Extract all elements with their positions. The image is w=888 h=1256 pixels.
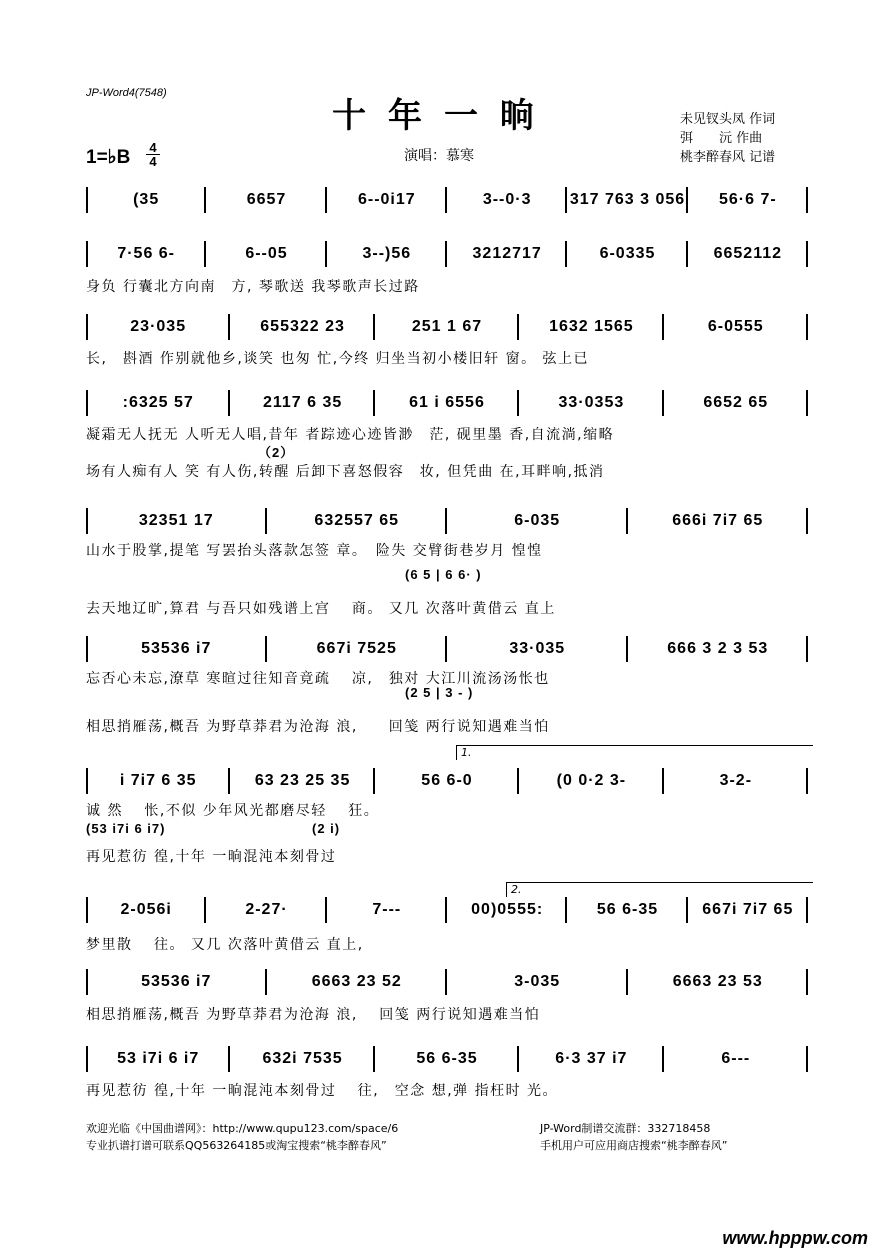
measure: 2-056i (120, 901, 172, 918)
bar-line (565, 897, 567, 923)
bar-line (445, 241, 447, 267)
score-row (86, 310, 808, 344)
measure: 666 3 2 3 53 (667, 640, 769, 657)
bar-line (565, 187, 567, 213)
bar-line (265, 636, 267, 662)
bar-line (373, 390, 375, 416)
measure: 56 6-35 (416, 1050, 478, 1067)
volta-2: 2. (506, 882, 813, 897)
bar-line (806, 897, 808, 923)
credit-transcriber: 桃李醉春风 记谱 (680, 150, 776, 165)
measure: 2117 6 35 (262, 394, 343, 411)
footer-site-line: 欢迎光临《中国曲谱网》：http://www.qupu123.com/space/6 (86, 1122, 399, 1135)
volta-1: 1. (456, 745, 813, 760)
footer-mobile-line: 手机用户可应用商店搜索“桃李醉春风” (540, 1139, 728, 1152)
measure: 6-035 (514, 512, 561, 529)
song-title: 十年一晌 (332, 96, 556, 136)
bar-line (662, 390, 664, 416)
bar-line (626, 636, 628, 662)
credit-composer: 弭 沅 作曲 (680, 131, 763, 146)
bar-line (373, 314, 375, 340)
bar-line (325, 897, 327, 923)
measure: 1632 1565 (549, 318, 634, 335)
time-signature (146, 141, 160, 168)
measure: 2-27· (245, 901, 288, 918)
footer-left (86, 1120, 398, 1154)
bar-line (325, 241, 327, 267)
bar-line (445, 897, 447, 923)
alt-note-5: (2 i) (312, 821, 341, 836)
measure: (0 0·2 3- (556, 772, 627, 789)
lyric-line: 身负 行囊北方向南 方, 琴歌送 我琴歌声长过路 (86, 279, 420, 295)
measure: 3--0·3 (482, 191, 532, 208)
measure: 3--)56 (362, 245, 412, 262)
measure: 56·6 7- (718, 191, 777, 208)
lyric-line: 长, 斟酒 作别就他乡,谈笑 也匆 忙,今终 归坐当初小楼旧轩 窗。 弦上已 (86, 351, 590, 367)
bar-line (686, 897, 688, 923)
measure: 632i 7535 (262, 1050, 343, 1067)
bar-line (517, 1046, 519, 1072)
bar-line (806, 636, 808, 662)
bar-line (686, 241, 688, 267)
bar-line (204, 897, 206, 923)
measure: 6·3 37 i7 (555, 1050, 628, 1067)
bar-line (445, 187, 447, 213)
score-row (86, 764, 808, 798)
bar-line (265, 508, 267, 534)
alt-note-4: (53 i7i 6 i7) (86, 821, 166, 836)
measure: 7·56 6- (117, 245, 176, 262)
measure: 6652112 (713, 245, 783, 262)
bar-line (806, 187, 808, 213)
bar-line (565, 241, 567, 267)
measure: (35 (133, 191, 160, 208)
measure: 3212717 (472, 245, 542, 262)
measure: 6-0555 (707, 318, 764, 335)
measure: 667i 7i7 65 (702, 901, 794, 918)
measure: i 7i7 6 35 (119, 772, 197, 789)
bar-line (517, 390, 519, 416)
singer-label: 演唱：慕寒 (404, 148, 474, 164)
footer-contact-line: 专业扒谱打谱可联系QQ563264185或淘宝搜索“桃李醉春风” (86, 1139, 387, 1152)
lyric-line: 凝霜无人抚无 人听无人唱,昔年 者踪迹心迹皆渺 茫, 砚里墨 香,自流淌,缩略 (86, 427, 615, 443)
score-row (86, 386, 808, 420)
measure: :6325 57 (122, 394, 194, 411)
meter-top: 4 (149, 140, 157, 155)
lyric-line: 相思捎雁荡,概吾 为野草莽君为沧海 浪, 回笺 两行说知遇难当怕 (86, 1007, 541, 1023)
bar-line (445, 969, 447, 995)
bar-line (626, 969, 628, 995)
bar-line (806, 768, 808, 794)
bar-line (626, 508, 628, 534)
bar-line (228, 390, 230, 416)
measure: 251 1 67 (411, 318, 483, 335)
bar-line (662, 1046, 664, 1072)
source-label: JP-Word4(7548) (86, 87, 167, 99)
bar-line (806, 314, 808, 340)
measure: 632557 65 (314, 512, 400, 529)
lyric-line: 相思捎雁荡,概吾 为野草莽君为沧海 浪, 回笺 两行说知遇难当怕 (86, 719, 550, 735)
measure: 6--- (721, 1050, 751, 1067)
measure: 655322 23 (260, 318, 345, 335)
measure: 00)0555: (471, 901, 544, 918)
measure: 63 23 25 35 (254, 772, 351, 789)
bar-line (686, 187, 688, 213)
score-row (86, 183, 808, 217)
bar-line (517, 768, 519, 794)
bar-line (228, 314, 230, 340)
bar-line (228, 1046, 230, 1072)
bar-line (265, 969, 267, 995)
measure: 32351 17 (138, 512, 214, 529)
bar-line (662, 768, 664, 794)
measure: 33·035 (509, 640, 566, 657)
measure: 667i 7525 (316, 640, 397, 657)
measure: 6-0335 (599, 245, 656, 262)
lyric-line: 去天地辽旷,算君 与吾只如残谱上宫 商。 又几 次落叶黄借云 直上 (86, 601, 556, 617)
lyric-line: 山水于股掌,提笔 写罢抬头落款怎签 章。 险失 交臂街巷岁月 惶惶 (86, 543, 543, 559)
score-row (86, 237, 808, 271)
footer-group-line: JP-Word制谱交流群：332718458 (540, 1122, 711, 1135)
bar-line (806, 390, 808, 416)
bar-line (204, 187, 206, 213)
alt-note-2: (6 5 | 6 6· ) (405, 567, 482, 582)
measure: 6657 (246, 191, 287, 208)
bar-line (806, 1046, 808, 1072)
score-row (86, 632, 808, 666)
measure: 6--05 (245, 245, 288, 262)
bar-line (445, 508, 447, 534)
measure: 3-035 (514, 973, 561, 990)
measure: 666i 7i7 65 (672, 512, 764, 529)
bar-line (806, 241, 808, 267)
measure: 56 6-0 (421, 772, 473, 789)
score-row (86, 965, 808, 999)
measure: 7--- (372, 901, 402, 918)
alt-note-1: （2） (258, 445, 295, 460)
bar-line (662, 314, 664, 340)
alt-note-3: (2 5 | 3 - ) (405, 685, 474, 700)
bar-line (806, 508, 808, 534)
measure: 53536 i7 (141, 640, 212, 657)
score-row (86, 1042, 808, 1076)
footer-right (540, 1120, 727, 1154)
measure: 6663 23 53 (672, 973, 763, 990)
measure: 33·0353 (558, 394, 625, 411)
measure: 53 i7i 6 i7 (117, 1050, 200, 1067)
key-signature: 1=♭B (86, 147, 131, 168)
lyric-line: 场有人痴有人 笑 有人伤,转醒 后卸下喜怒假容 妆, 但凭曲 在,耳畔响,抵消 (86, 464, 605, 480)
bar-line (228, 768, 230, 794)
measure: 6--0i17 (357, 191, 416, 208)
lyric-line: 梦里散 往。 又几 次落叶黄借云 直上, (86, 937, 364, 953)
measure: 56 6-35 (596, 901, 659, 918)
watermark: www.hpppw.com (722, 1228, 868, 1248)
bar-line (445, 636, 447, 662)
measure: 61 i 6556 (409, 394, 485, 411)
measure: 23·035 (130, 318, 187, 335)
measure: 6652 65 (703, 394, 769, 411)
score-row (86, 504, 808, 538)
lyric-line: 诚 然 怅,不似 少年风光都磨尽轻 狂。 (86, 803, 380, 819)
measure: 53536 i7 (141, 973, 212, 990)
credit-lyricist: 未见钗头凤 作词 (680, 112, 776, 127)
measure: 3-2- (719, 772, 753, 789)
credits (680, 110, 775, 167)
meter-bottom: 4 (149, 154, 157, 169)
lyric-line: 忘否心未忘,潦草 寒暄过往知音竟疏 凉, 独对 大江川流汤汤怅也 (86, 671, 550, 687)
measure: 6663 23 52 (311, 973, 402, 990)
bar-line (806, 969, 808, 995)
bar-line (373, 768, 375, 794)
lyric-line: 再见惹彷 徨,十年 一晌混沌本刻骨过 往, 空念 想,弹 指枉时 光。 (86, 1083, 559, 1099)
measure: 317 763 3 056 (569, 191, 686, 208)
bar-line (517, 314, 519, 340)
bar-line (373, 1046, 375, 1072)
score-row (86, 893, 808, 927)
lyric-line: 再见惹彷 徨,十年 一晌混沌本刻骨过 (86, 849, 337, 865)
bar-line (204, 241, 206, 267)
bar-line (325, 187, 327, 213)
